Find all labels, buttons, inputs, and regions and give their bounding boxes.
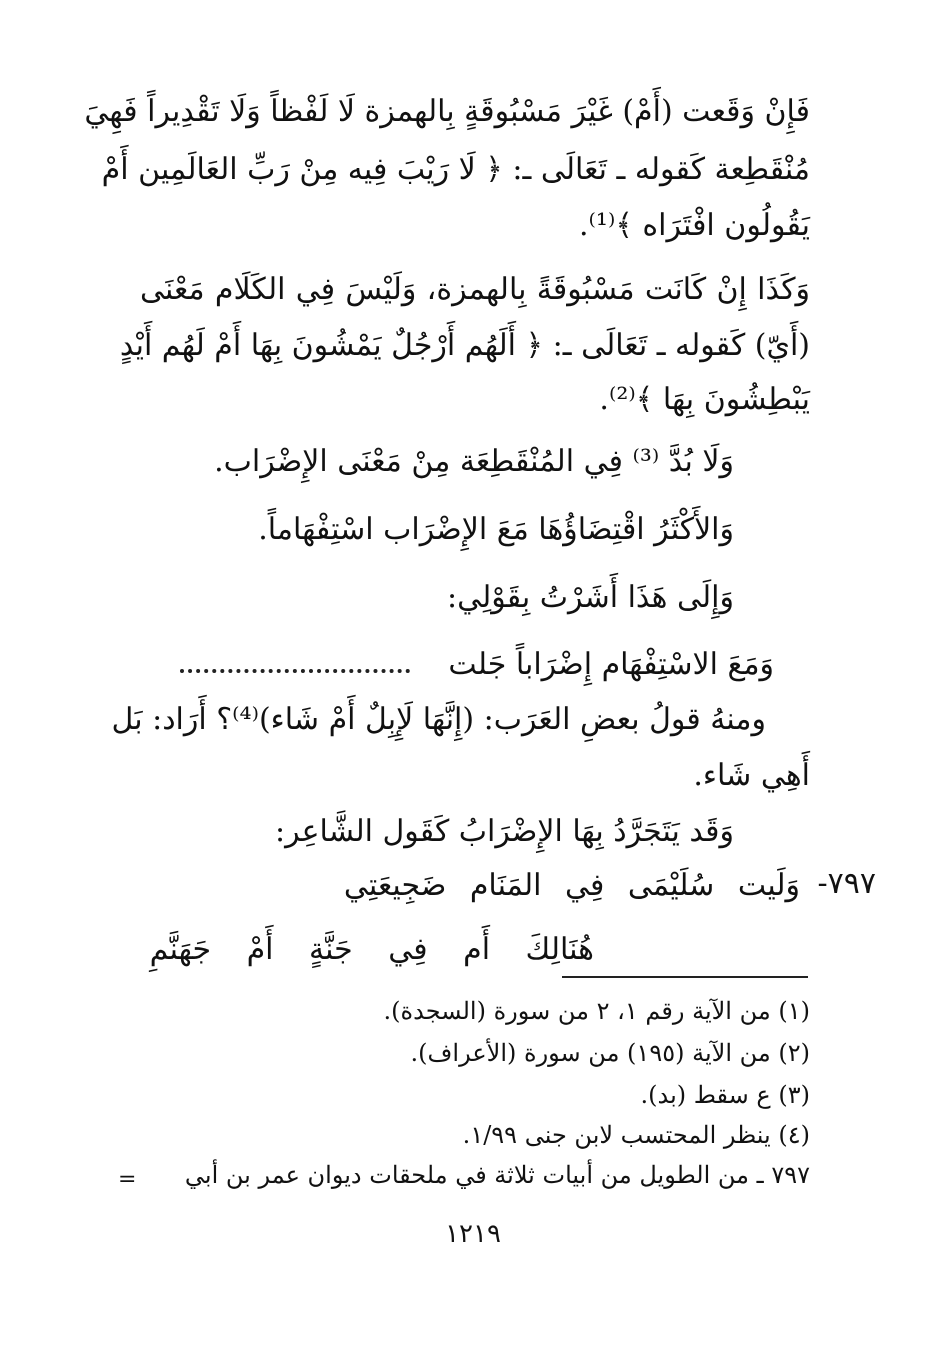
- body-line: مُنْقَطِعة كَقوله ـ تَعَالَى ـ: ﴿ لَا رَيْبَ فِيه مِنْ رَبِّ العَالَمِين أَمْ: [101, 152, 810, 187]
- body-line: أَهِي شَاء.: [693, 758, 810, 793]
- footnote: (٢) من الآية (١٩٥) من سورة (الأعراف).: [410, 1039, 810, 1067]
- body-line: يَقُولُون افْتَرَاه ﴾⁽¹⁾.: [579, 208, 810, 243]
- footnote: (٣) ع سقط (بد).: [640, 1081, 810, 1109]
- body-line: وَكَذَا إِنْ كَانَت مَسْبُوقَةً بِالهمزة، وَلَيْسَ فِي الكَلَام مَعْنَى: [140, 272, 810, 307]
- footnote-separator: [562, 976, 808, 978]
- body-line: فَإِنْ وَقَعت (أَمْ) غَيْرَ مَسْبُوقَةٍ بِالهمزة لَا لَفْظاً وَلَا تَقْدِيراً فَهِيَ: [84, 94, 810, 129]
- body-line: ومنهُ قولُ بعضِ العَرَب: (إِنَّهَا لَإِبِلٌ أَمْ شَاء)⁽⁴⁾؟ أَرَاد: بَل: [111, 702, 766, 737]
- body-line: وَالأَكْثَرُ اقْتِضَاؤُهَا مَعَ الإِضْرَاب اسْتِفْهَاماً.: [258, 512, 734, 547]
- poem-line: هُنَالِكَ أَم فِي جَنَّةٍ أَمْ جَهَنَّمِ: [149, 932, 594, 967]
- body-line: يَبْطِشُونَ بِهَا ﴾⁽²⁾.: [599, 382, 810, 417]
- page-number: ١٢١٩: [445, 1219, 501, 1249]
- alfiyya-verse: وَمَعَ الاسْتِفْهَام إِضْرَاباً جَلت: [448, 647, 774, 682]
- poem-line: وَلَيت سُلَيْمَى فِي المَنَام ضَجِيعَتِي: [343, 868, 800, 903]
- footnote-continue-mark: =: [118, 1167, 137, 1192]
- footnote: (١) من الآية رقم ١، ٢ من سورة (السجدة).: [383, 997, 810, 1025]
- body-line: وَإِلَى هَذَا أَشَرْتُ بِقَوْلِي:: [446, 580, 734, 615]
- verse-dotted-placeholder: [180, 655, 410, 673]
- footnote: (٤) ينظر المحتسب لابن جنى ١/٩٩.: [462, 1121, 810, 1149]
- poem-number: ٧٩٧-: [817, 866, 876, 901]
- body-line: وَلَا بُدَّ ⁽³⁾ فِي المُنْقَطِعَة مِنْ مَعْنَى الإِضْرَاب.: [214, 444, 734, 479]
- body-line: وَقَد يَتَجَرَّدُ بِهَا الإِضْرَابُ كَقَول الشَّاعِر:: [275, 814, 734, 849]
- footnote: ٧٩٧ ـ من الطويل من أبيات ثلاثة في ملحقات ديوان عمر بن أبي: [184, 1161, 810, 1189]
- body-line: (أَيّ) كَقوله ـ تَعَالَى ـ: ﴿ أَلَهُم أَرْجُلٌ يَمْشُونَ بِهَا أَمْ لَهُم أَيْدٍ: [119, 328, 810, 363]
